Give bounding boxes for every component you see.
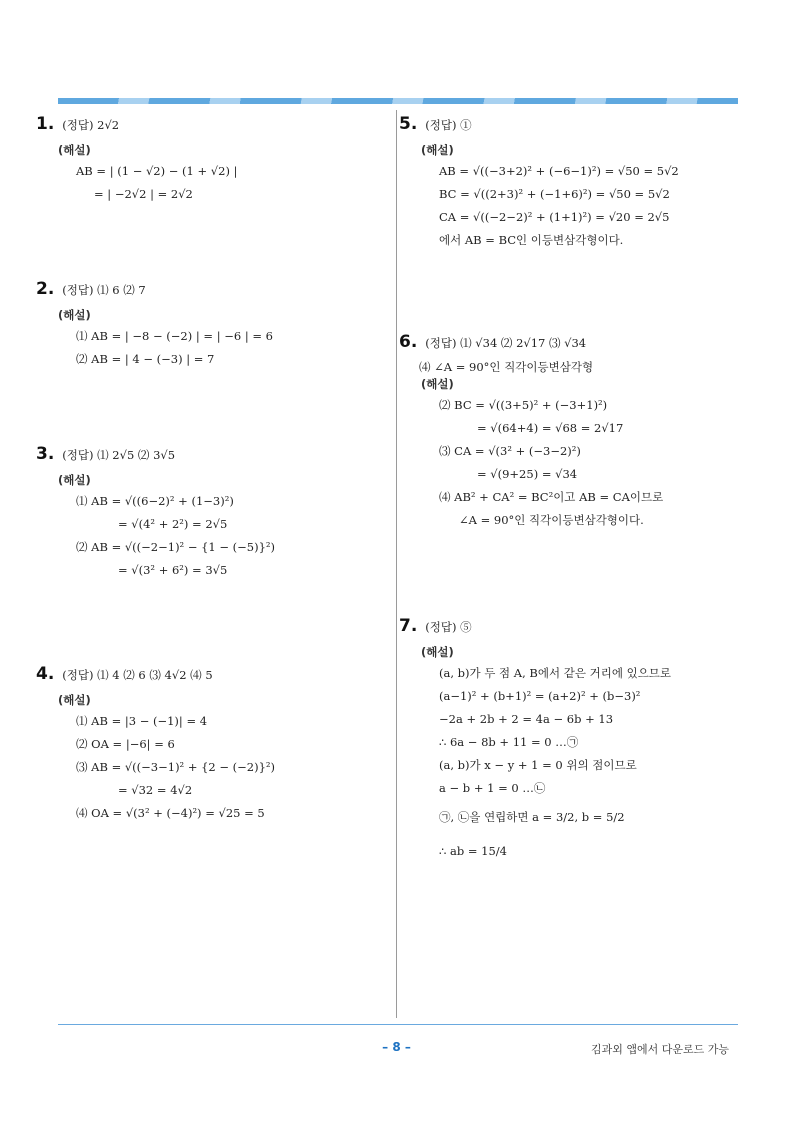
answer: (정답) ⑴ √34 ⑵ 2√17 ⑶ √34	[425, 336, 587, 350]
solution-line: ⑵ AB = √((−2−1)² − {1 − (−5)}²)	[76, 540, 276, 554]
problem-number: 2.	[36, 279, 55, 299]
solution-line: BC = √((2+3)² + (−1+6)²) = √50 = 5√2	[439, 187, 670, 201]
answer-continued: ⑷ ∠A = 90°인 직각이등변삼각형	[419, 360, 594, 374]
problem-number: 3.	[36, 444, 55, 464]
solution-line: = √(64+4) = √68 = 2√17	[477, 421, 624, 435]
solution-line: ⑵ AB = | 4 − (−3) | = 7	[76, 352, 215, 366]
solution-line: ⑵ BC = √((3+5)² + (−3+1)²)	[439, 398, 608, 412]
answer: (정답) ⑴ 2√5 ⑵ 3√5	[62, 448, 176, 462]
problem-number: 5.	[399, 114, 418, 134]
problem-3	[36, 444, 275, 582]
solution-line: ⑷ OA = √(3² + (−4)²) = √25 = 5	[76, 806, 265, 820]
solution-line: ⑴ AB = | −8 − (−2) | = | −6 | = 6	[76, 329, 273, 343]
page-number: – 8 –	[382, 1040, 411, 1054]
solution-line: ∠A = 90°인 직각이등변삼각형이다.	[459, 513, 644, 527]
solution-line: = √(3² + 6²) = 3√5	[118, 563, 228, 577]
problem-7	[399, 616, 671, 868]
solution-line: AB = | (1 − √2) − (1 + √2) |	[76, 164, 238, 178]
solution-line: = √(4² + 2²) = 2√5	[118, 517, 228, 531]
answer: (정답) 2√2	[62, 118, 120, 132]
problem-number: 6.	[399, 332, 418, 352]
solution-line: (a, b)가 x − y + 1 = 0 위의 점이므로	[439, 758, 637, 772]
explanation-label: (해설)	[421, 645, 454, 659]
solution-line: ∴ 6a − 8b + 11 = 0 …㉠	[439, 735, 579, 749]
solution-line: (a, b)가 두 점 A, B에서 같은 거리에 있으므로	[439, 666, 672, 680]
problem-4	[36, 664, 275, 825]
header-stripe	[58, 98, 738, 104]
solution-line: ⑶ CA = √(3² + (−3−2)²)	[439, 444, 581, 458]
solution-line: ⑵ OA = |−6| = 6	[76, 737, 175, 751]
solution-line: −2a + 2b + 2 = 4a − 6b + 13	[439, 712, 614, 726]
explanation-label: (해설)	[421, 377, 454, 391]
answer: (정답) ⑴ 6 ⑵ 7	[62, 283, 146, 297]
explanation-label: (해설)	[58, 473, 91, 487]
answer: (정답) ①	[425, 118, 472, 132]
problem-number: 4.	[36, 664, 55, 684]
solution-line: CA = √((−2−2)² + (1+1)²) = √20 = 2√5	[439, 210, 670, 224]
solution-line: 에서 AB = BC인 이등변삼각형이다.	[439, 233, 624, 247]
problem-6	[399, 332, 663, 532]
solution-line: ∴ ab = 15/4	[439, 844, 507, 858]
solution-line: (a−1)² + (b+1)² = (a+2)² + (b−3)²	[439, 689, 641, 703]
problem-number: 7.	[399, 616, 418, 636]
problem-1	[36, 114, 237, 206]
solution-line: = √(9+25) = √34	[477, 467, 578, 481]
solution-line: ⑴ AB = √((6−2)² + (1−3)²)	[76, 494, 234, 508]
solution-line: ⑷ AB² + CA² = BC²이고 AB = CA이므로	[439, 490, 664, 504]
footer-line	[58, 1024, 738, 1025]
solution-line: AB = √((−3+2)² + (−6−1)²) = √50 = 5√2	[439, 164, 679, 178]
footer-note: 김과외 앱에서 다운로드 가능	[590, 1043, 729, 1056]
problem-number: 1.	[36, 114, 55, 134]
explanation-label: (해설)	[58, 308, 91, 322]
answer: (정답) ⑴ 4 ⑵ 6 ⑶ 4√2 ⑷ 5	[62, 668, 213, 682]
explanation-label: (해설)	[421, 143, 454, 157]
solution-line: ㉠, ㉡을 연립하면 a = 3/2, b = 5/2	[439, 810, 625, 824]
problem-2	[36, 279, 273, 371]
solution-line: = √32 = 4√2	[118, 783, 193, 797]
problem-5	[399, 114, 679, 252]
solution-line: a − b + 1 = 0 …㉡	[439, 781, 546, 795]
solution-line: = | −2√2 | = 2√2	[94, 187, 193, 201]
explanation-label: (해설)	[58, 143, 91, 157]
solution-line: ⑶ AB = √((−3−1)² + {2 − (−2)}²)	[76, 760, 276, 774]
explanation-label: (해설)	[58, 693, 91, 707]
answer: (정답) ⑤	[425, 620, 472, 634]
column-divider	[396, 110, 397, 1018]
solution-line: ⑴ AB = |3 − (−1)| = 4	[76, 714, 208, 728]
